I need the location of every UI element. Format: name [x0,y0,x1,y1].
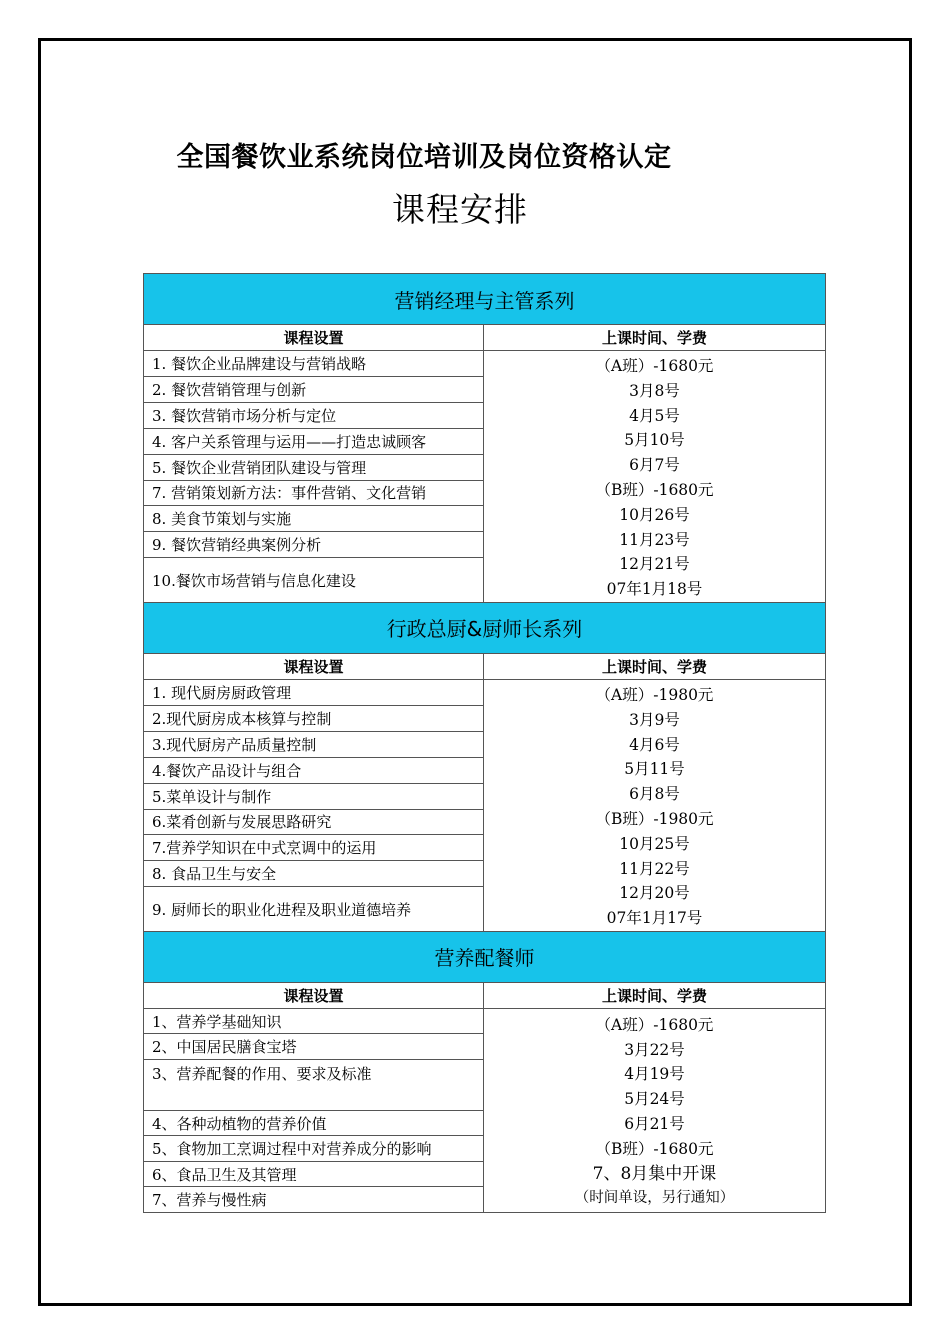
schedule-note: （时间单设，另行通知） [574,1190,735,1207]
schedule-line: 4月6号 [629,735,680,754]
schedule-line: 6月7号 [629,456,680,475]
schedule-line: 5月11号 [624,760,685,779]
col-header-course: 课程设置 [144,325,484,351]
course-item: 2.现代厨房成本核算与控制 [144,705,484,731]
schedule-line: 10月26号 [619,505,690,524]
section-title: 营销经理与主管系列 [144,274,826,325]
schedule-line: 3月9号 [629,710,680,729]
course-item: 1. 餐饮企业品牌建设与营销战略 [144,351,484,377]
course-item: 4. 客户关系管理与运用——打造忠诚顾客 [144,428,484,454]
course-item: 5.菜单设计与制作 [144,783,484,809]
table-row [144,1008,826,1034]
schedule-line: 3月22号 [624,1040,685,1059]
course-item: 1. 现代厨房厨政管理 [144,679,484,705]
document-subtitle: 课程安排 [392,190,528,229]
course-item: 7. 营销策划新方法：事件营销、文化营销 [144,480,484,506]
course-item: 6.菜肴创新与发展思路研究 [144,809,484,835]
schedule-cell [484,679,826,931]
schedule-line: 11月22号 [619,859,690,878]
course-item: 2. 餐饮营销管理与创新 [144,376,484,402]
course-item: 9. 餐饮营销经典案例分析 [144,532,484,558]
course-item: 5、食物加工烹调过程中对营养成分的影响 [144,1136,484,1162]
column-header-row [144,325,826,351]
schedule-table [143,273,826,1213]
section-header-row [144,274,826,325]
course-item: 4.餐饮产品设计与组合 [144,757,484,783]
schedule-line: 5月24号 [624,1090,685,1109]
course-item: 10.餐饮市场营销与信息化建设 [144,558,484,603]
course-item: 3. 餐饮营销市场分析与定位 [144,402,484,428]
col-header-course: 课程设置 [144,653,484,679]
schedule-cell [484,1008,826,1212]
schedule-line: 11月23号 [619,530,690,549]
col-header-schedule: 上课时间、学费 [484,325,826,351]
col-header-course: 课程设置 [144,982,484,1008]
section-title: 营养配餐师 [144,931,826,982]
section-title: 行政总厨&厨师长系列 [144,602,826,653]
schedule-line: （A班）-1680元 [595,357,714,375]
course-item: 1、营养学基础知识 [144,1008,484,1034]
col-header-schedule: 上课时间、学费 [484,653,826,679]
course-item: 7.营养学知识在中式烹调中的运用 [144,835,484,861]
document-title: 全国餐饮业系统岗位培训及岗位资格认定 [176,142,672,173]
course-item: 9. 厨师长的职业化进程及职业道德培养 [144,887,484,932]
schedule-line: 10月25号 [619,834,690,853]
schedule-line: （A班）-1980元 [595,685,714,704]
course-item: 7、营养与慢性病 [144,1187,484,1213]
col-header-schedule: 上课时间、学费 [484,982,826,1008]
course-item: 8. 美食节策划与实施 [144,506,484,532]
schedule-cell [484,351,826,603]
schedule-line: 5月10号 [624,431,685,450]
section-header-row [144,602,826,653]
schedule-line: 07年1月18号 [606,580,703,599]
schedule-line: 3月8号 [629,381,680,400]
schedule-line: （B班）-1680元 [595,480,714,499]
schedule-line: 7、8月集中开课 [592,1163,717,1184]
course-item: 3、营养配餐的作用、要求及标准 [144,1059,484,1110]
table-row [144,351,826,377]
course-item: 3.现代厨房产品质量控制 [144,731,484,757]
schedule-line: 12月21号 [619,555,690,574]
course-item: 5. 餐饮企业营销团队建设与管理 [144,454,484,480]
schedule-line: 6月21号 [624,1114,685,1133]
column-header-row [144,653,826,679]
schedule-line: （B班）-1980元 [595,809,714,828]
column-header-row [144,982,826,1008]
schedule-line: 07年1月17号 [606,909,703,928]
course-item: 8. 食品卫生与安全 [144,861,484,887]
section-header-row [144,931,826,982]
schedule-line: （B班）-1680元 [595,1139,714,1158]
course-item: 6、食品卫生及其管理 [144,1161,484,1187]
schedule-line: 4月5号 [629,406,680,425]
schedule-line: 12月20号 [619,884,690,903]
schedule-line: 4月19号 [624,1065,685,1084]
schedule-line: （A班）-1680元 [595,1015,714,1034]
schedule-line: 6月8号 [629,785,680,804]
course-item: 4、各种动植物的营养价值 [144,1110,484,1136]
table-row [144,679,826,705]
course-item: 2、中国居民膳食宝塔 [144,1034,484,1060]
